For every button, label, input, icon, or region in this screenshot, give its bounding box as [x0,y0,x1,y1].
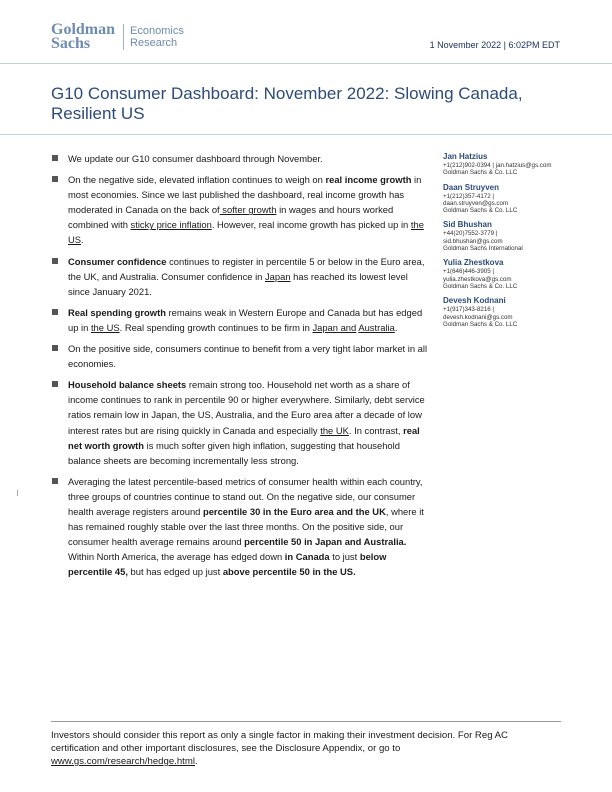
author-contact: +44(20)7552-3779 | [443,230,498,238]
bold-text: Consumer confidence [68,255,167,267]
bullet-item [51,254,429,299]
bold-text: Real spending growth [68,306,166,318]
author-contact: yulia.zhestkova@gs.com [443,275,512,283]
text-run: . In contrast, [348,424,404,436]
bold-text: percentile 50 in Japan and Australia. [244,536,407,548]
inline-link[interactable]: Japan [312,321,341,333]
bold-text: above percentile 50 in the US. [222,566,356,578]
inline-link[interactable]: the US [90,321,120,333]
author-contact: Goldman Sachs & Co. LLC [443,207,518,215]
report-title: G10 Consumer Dashboard: November 2022: Slowing Canada, Resilient US [51,84,523,123]
bullet-text [68,254,429,299]
bullet-square-icon [52,309,58,315]
text-run: has reached its lowest level since January 2021. [68,270,408,297]
logo-line-2: Sachs [51,35,91,52]
author-contact: +1(212)357-4172 | [443,192,494,200]
title-rule [0,134,612,135]
author-entry [443,220,573,252]
bullet-square-icon [52,478,58,484]
text-run: . [394,321,398,333]
author-list [443,152,573,334]
logo-line-1: Goldman [51,21,116,38]
unit-line-2: Research [130,37,178,49]
bold-text: Household balance sheets [68,379,187,391]
author-contact: +1(646)446-3905 | [443,268,494,276]
disclosure-text: Investors should consider this report as only a single factor in making their investment decision. For Reg AC certification and other important disclosures, see the Disclosure Appendix, or go to [51,730,508,754]
header-rule [0,63,612,64]
author-contact: +1(212)902-0394 | jan.hatzius@gs.com [443,162,552,169]
summary-bullets [51,151,429,585]
author-contact: sid.bhushan@gs.com [443,237,503,245]
author-name: Yulia Zhestkova [443,258,504,268]
bullet-item [51,474,429,580]
bullet-item [51,377,429,468]
inline-link[interactable]: softer growth [219,204,277,216]
author-entry [443,258,573,290]
inline-link[interactable]: and [340,321,357,333]
author-name: Daan Struyven [443,182,500,192]
inline-link[interactable]: the UK [320,424,349,436]
text-run: in most economies. Since we last published the dashboard, real income growth has moderated in Canada on the back of [68,174,422,216]
bullet-square-icon [52,155,58,161]
text-run: in wages and hours worked combined with [68,204,394,231]
author-entry [443,296,573,328]
footer-rule [51,721,561,722]
author-contact: devesh.kodnani@gs.com [443,313,513,321]
bullet-item [51,151,429,166]
author-name: Jan Hatzius [443,152,488,161]
text-run: , where it has remained roughly stable over the last three months. On the positive side, our consumer health average remains around [68,505,424,548]
bold-text: below percentile 45, [68,551,387,578]
bold-text: percentile 30 in the Euro area and the UK [202,505,386,517]
bullet-text [68,305,429,335]
text-run: . [81,234,84,246]
disclosure-link[interactable]: www.gs.com/research/hedge.html [51,756,195,767]
bullet-item [51,172,429,247]
author-name: Sid Bhushan [443,220,492,230]
author-name: Devesh Kodnani [443,296,506,306]
text-run: continues to register in percentile 5 or below in the Euro area, the UK, and Australia. Consumer confidence in [68,255,425,282]
bullet-item [51,341,429,371]
margin-mark [17,490,18,496]
unit-name [130,25,184,49]
inline-link[interactable]: sticky price inflation [130,219,212,231]
disclosure-footer [51,729,531,768]
author-contact: Goldman Sachs International [443,245,523,253]
text-run: to just [329,551,360,563]
author-contact: Goldman Sachs & Co. LLC [443,282,518,290]
text-run: remain strong too. Household net worth as a share of income continues to rank in percentile 90 or higher everywhere. Similarly, debt service ratios remain low in Japan, the US, Australia, and the Euro area after a decade of low interest rates but are rising quickly in Canada and especially [68,379,425,436]
bullet-square-icon [52,176,58,182]
author-contact: Goldman Sachs & Co. LLC [443,320,518,328]
author-contact: +1(917)343-8216 | [443,306,494,314]
inline-link[interactable]: the US [68,219,424,246]
bullet-text [68,172,429,247]
unit-line-1: Economics [130,25,184,37]
bold-text: real income growth [325,174,412,186]
bullet-item [51,305,429,335]
author-contact: Goldman Sachs & Co. LLC [443,169,518,177]
text-run: We update our G10 consumer dashboard through November. [68,153,323,164]
text-run: On the negative side, elevated inflation continues to weigh on [68,174,326,186]
text-run: remains weak in Western Europe and Canada but has edged up in [68,306,423,333]
bullet-text [68,474,429,580]
publish-datetime: 1 November 2022 | 6:02PM EDT [429,40,560,50]
bullet-square-icon [52,345,58,351]
bold-text: real net worth growth [68,424,420,451]
author-entry [443,183,573,215]
text-run: . Real spending growth continues to be firm in [119,321,313,333]
bullet-text [68,377,429,468]
logo-divider [123,24,124,50]
inline-link[interactable]: Australia [358,321,395,333]
text-run: . However, real income growth has picked up in [211,219,411,231]
bullet-square-icon [52,258,58,264]
logo-wordmark [51,23,115,51]
goldman-sachs-logo [51,23,184,51]
text-run: is much softer given high inflation, suggesting that household balance sheets are becoming incrementally less strong. [68,439,400,466]
author-entry [443,152,573,177]
inline-link[interactable]: Japan [264,270,291,282]
bold-text: in Canada [284,551,330,563]
text-run: but has edged up just [127,566,223,578]
text-run: On the positive side, consumers continue to benefit from a very tight labor market in all economies. [68,343,428,370]
author-contact: daan.struyven@gs.com [443,199,509,207]
bullet-text [68,151,429,166]
disclosure-end: . [194,756,198,767]
text-run: Averaging the latest percentile-based metrics of consumer health within each country, three groups of countries continue to stand out. On the negative side, our consumer health average registers around [68,475,423,517]
bullet-text [68,341,429,371]
bullet-square-icon [52,381,58,387]
text-run: Within North America, the average has edged down [68,551,285,563]
